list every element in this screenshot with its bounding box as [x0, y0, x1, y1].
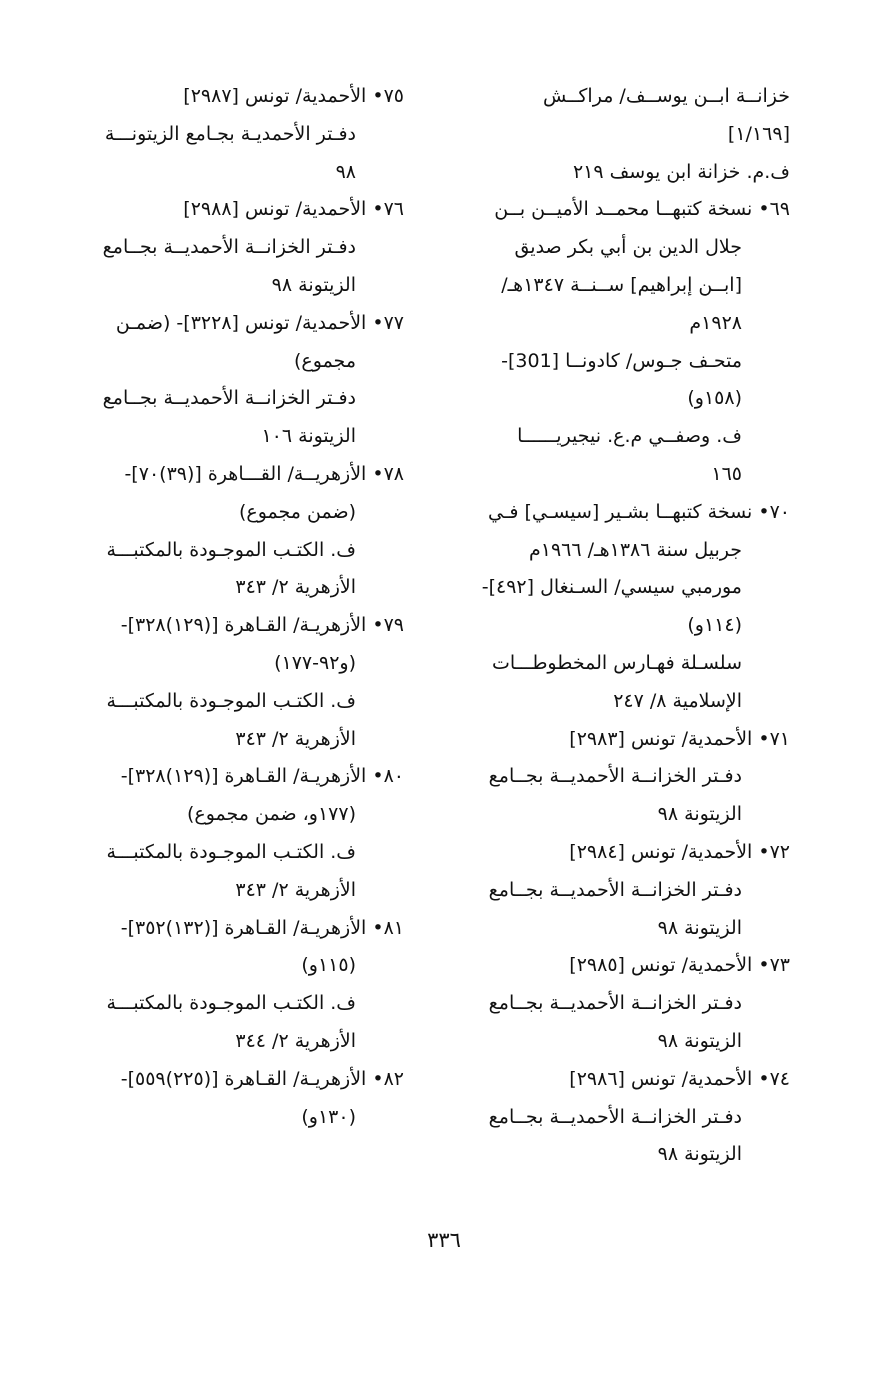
entry-reference [435, 985, 790, 1061]
entry-line: الزيتونة ٩٨ [657, 916, 742, 939]
catalog-entry [64, 305, 404, 381]
entry-line: دفـتر الخزانــة الأحمديــة بجــامع [488, 878, 742, 901]
entry-line: الأزهرية ٢/ ٣٤٣ [235, 727, 356, 750]
entry-line: جربيل سنة ١٣٨٦هـ/ ١٩٦٦م [528, 538, 742, 561]
entry-line: دفـتر الخزانــة الأحمديــة بجــامع [488, 765, 742, 788]
entry-line: دفـتر الخزانــة الأحمديــة بجــامع [488, 992, 742, 1015]
entry-line: جلال الدين بن أبي بكر صديق [514, 236, 742, 259]
entry-continuation [435, 78, 790, 154]
entry-reference [435, 645, 790, 721]
entry-reference [435, 418, 790, 494]
entry-line: الزيتونة ٩٨ [657, 803, 742, 826]
entry-line: ٧٩• الأزهريـة/ القـاهرة [(١٢٩)٣٢٨]- [120, 614, 404, 637]
entry-line: سلسـلة فهـارس المخطوطـــات [491, 651, 742, 674]
entry-line: ف. الكتـب الموجـودة بالمكتبـــة [106, 689, 356, 712]
entry-line: ٨٠• الأزهريـة/ القـاهرة [(١٢٩)٣٢٨]- [120, 765, 404, 788]
entry-line: الزيتونة ٩٨ [271, 273, 356, 296]
entry-reference [64, 532, 404, 608]
entry-line: ٧٦• الأحمدية/ تونس [٢٩٨٨] [183, 198, 404, 221]
entry-reference [435, 343, 790, 419]
catalog-entry [64, 758, 404, 834]
entry-line: الأزهرية ٢/ ٣٤٤ [235, 1029, 356, 1052]
entry-line: ٦٩• نسخة كتبهــا محمــد الأميــن بــن [494, 198, 790, 221]
entry-line: مورمبي سيسي/ السـنغال [٤٩٢]- [481, 576, 742, 599]
entry-line: (و٩٢-١٧٧) [274, 651, 356, 674]
entry-line: [ابــن إبراهيم] ســنــة ١٣٤٧هـ/ [501, 273, 742, 296]
entry-line: خزانــة ابــن يوســف/ مراكــش [543, 85, 790, 107]
entry-reference [435, 1099, 790, 1175]
entry-line: دفـتر الخزانــة الأحمديــة بجــامع [102, 387, 356, 410]
entry-line: ٨٢• الأزهريـة/ القـاهرة [(٢٢٥)٥٥٩]- [120, 1067, 404, 1090]
entry-line: ٩٨ [335, 160, 356, 183]
entry-reference [64, 834, 404, 910]
catalog-entry [435, 494, 790, 570]
entry-reference [435, 569, 790, 645]
entry-line: (١١٥و) [301, 954, 356, 977]
entry-line: الإسلامية ٨/ ٢٤٧ [613, 689, 742, 712]
catalog-entry [435, 1061, 790, 1099]
entry-line: ف. وصفــي م.ع. نيجيريــــــا [517, 425, 742, 448]
entry-continuation [435, 154, 790, 192]
entry-line: متحـف جـوس/ كادونــا [301]- [501, 349, 742, 372]
catalog-entry [435, 721, 790, 759]
left-column [64, 78, 404, 1136]
entry-reference [64, 380, 404, 456]
entry-line: الأزهرية ٢/ ٣٤٣ [235, 576, 356, 599]
entry-reference [64, 116, 404, 192]
entry-line: (١٧٧و، ضمن مجموع) [186, 803, 356, 826]
catalog-entry [435, 947, 790, 985]
catalog-entry [435, 834, 790, 872]
entry-line: الأزهرية ٢/ ٣٤٣ [235, 878, 356, 901]
entry-line: مجموع) [294, 349, 356, 372]
entry-line: ٧٠• نسخة كتبهــا بشـير [سيسـي] فـي [487, 500, 790, 523]
entry-line: (ضمن مجموع) [238, 500, 356, 523]
entry-line: الزيتونة ١٠٦ [261, 425, 356, 448]
entry-line: ف. الكتـب الموجـودة بالمكتبـــة [106, 840, 356, 863]
entry-line: ف. الكتـب الموجـودة بالمكتبـــة [106, 992, 356, 1015]
entry-line: الزيتونة ٩٨ [657, 1029, 742, 1052]
entry-line: ف.م. خزانة ابن يوسف ٢١٩ [572, 160, 790, 183]
entry-line: ٧٤• الأحمدية/ تونس [٢٩٨٦] [569, 1067, 790, 1090]
entry-reference [435, 872, 790, 948]
catalog-entry [64, 910, 404, 986]
entry-line: ٨١• الأزهريـة/ القـاهرة [(١٣٢)٣٥٢]- [120, 916, 404, 939]
entry-line: ف. الكتـب الموجـودة بالمكتبـــة [106, 538, 356, 561]
entry-line: دفـتر الخزانــة الأحمديــة بجــامع [488, 1105, 742, 1128]
entry-line: دفـتر الأحمديـة بجـامع الزيتونـــة [104, 122, 356, 145]
entry-line: ١٦٥ [711, 462, 742, 485]
entry-line: الزيتونة ٩٨ [657, 1143, 742, 1166]
catalog-entry [64, 1061, 404, 1137]
catalog-entry [64, 607, 404, 683]
right-column [435, 78, 790, 1174]
entry-reference [435, 758, 790, 834]
entry-line: ٧١• الأحمدية/ تونس [٢٩٨٣] [569, 727, 790, 750]
entry-line: دفـتر الخزانــة الأحمديــة بجــامع [102, 236, 356, 259]
entry-reference [64, 229, 404, 305]
entry-line: ٧٨• الأزهريــة/ القـــاهرة [(٣٩)٧٠]- [124, 462, 404, 485]
catalog-entry [64, 456, 404, 532]
entry-reference [64, 985, 404, 1061]
entry-line: ١٩٢٨م [689, 311, 742, 334]
page-number: ٣٣٦ [427, 1228, 461, 1252]
entry-line: [١/١٦٩] [727, 122, 790, 145]
entry-line: (١٣٠و) [301, 1105, 356, 1128]
catalog-entry [435, 191, 790, 342]
entry-line: (١١٤و) [687, 614, 742, 637]
entry-line: ٧٧• الأحمدية/ تونس [٣٢٢٨]- (ضمـن [115, 311, 404, 334]
catalog-entry [64, 191, 404, 229]
entry-line: (١٥٨و) [687, 387, 742, 410]
entry-line: ٧٣• الأحمدية/ تونس [٢٩٨٥] [569, 954, 790, 977]
entry-reference [64, 683, 404, 759]
catalog-entry [64, 78, 404, 116]
entry-line: ٧٥• الأحمدية/ تونس [٢٩٨٧] [183, 85, 404, 107]
entry-line: ٧٢• الأحمدية/ تونس [٢٩٨٤] [569, 840, 790, 863]
